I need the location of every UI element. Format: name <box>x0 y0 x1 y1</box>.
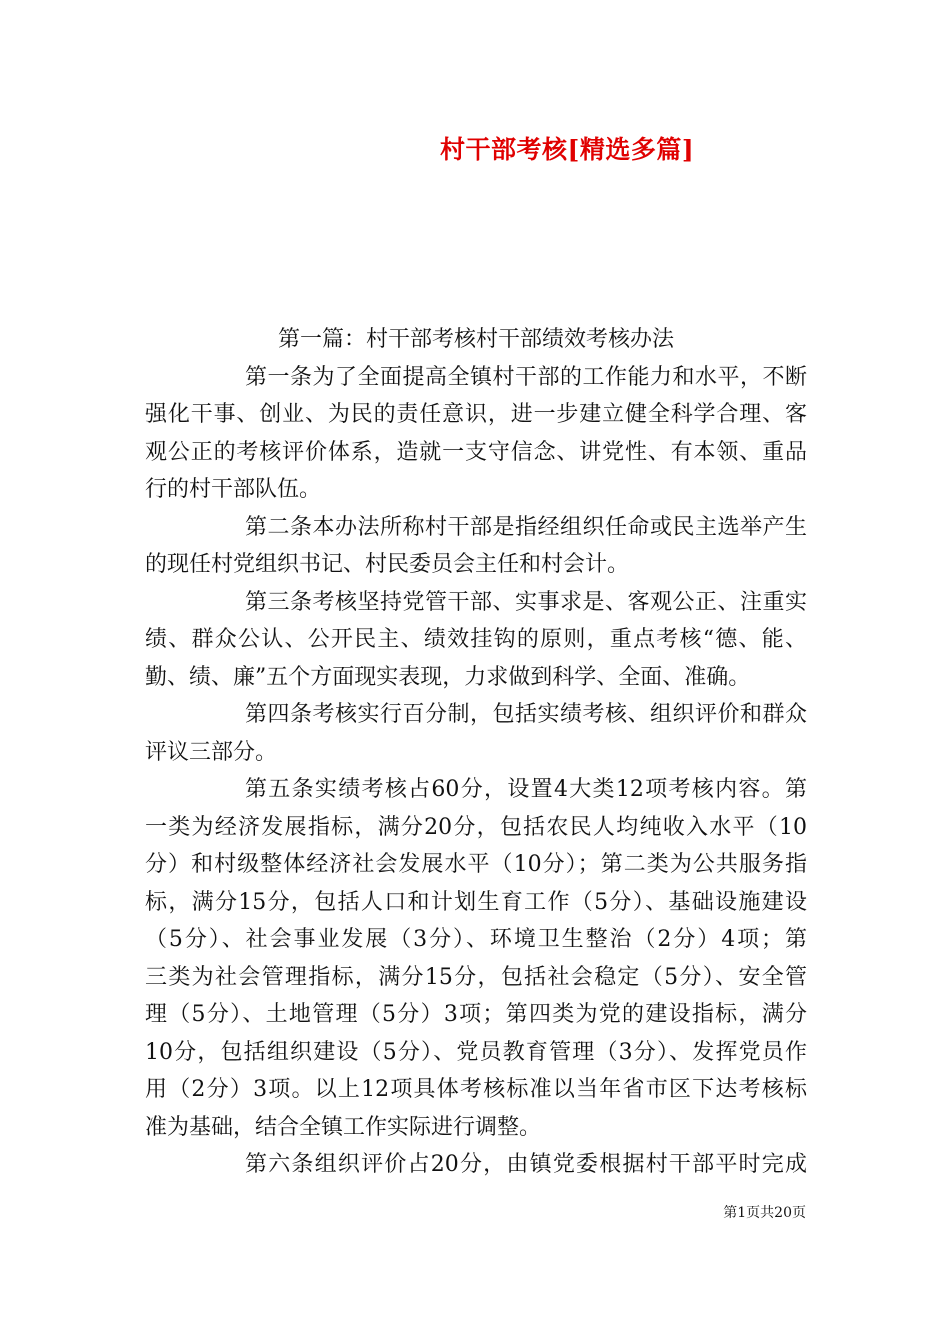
paragraph-line: 第二条本办法所称村干部是指经组织任命或民主选举产生 <box>245 514 807 540</box>
paragraph-line: 标，满分15分，包括人口和计划生育工作（5分）、基础设施建设 <box>145 889 807 915</box>
paragraph-line: 第六条组织评价占20分，由镇党委根据村干部平时完成 <box>245 1152 807 1177</box>
paragraph-line: 评议三部分。 <box>145 739 278 765</box>
paragraph-line: 第五条实绩考核占60分，设置4大类12项考核内容。第 <box>245 777 807 802</box>
section-heading: 第一篇：村干部考核村干部绩效考核办法 <box>278 327 675 352</box>
page-number-footer: 第1页共20页 <box>723 1205 806 1221</box>
paragraph-line: 第三条考核坚持党管干部、实事求是、客观公正、注重实 <box>245 589 807 615</box>
paragraph-line: 理（5分）、土地管理（5分）3项；第四类为党的建设指标，满分 <box>145 1002 807 1027</box>
paragraph-line: 三类为社会管理指标，满分15分，包括社会稳定（5分）、安全管 <box>145 964 807 990</box>
paragraph-line: 10分，包括组织建设（5分）、党员教育管理（3分）、发挥党员作 <box>145 1039 807 1065</box>
paragraph-line: 用（2分）3项。以上12项具体考核标准以当年省市区下达考核标 <box>145 1077 807 1102</box>
paragraph-line: 分）和村级整体经济社会发展水平（10分）；第二类为公共服务指 <box>145 852 807 877</box>
paragraph-line: 第一条为了全面提高全镇村干部的工作能力和水平，不断 <box>245 364 807 390</box>
document-body <box>145 321 807 1184</box>
paragraph-line: 强化干事、创业、为民的责任意识，进一步建立健全科学合理、客 <box>145 402 807 427</box>
paragraph-line: 第四条考核实行百分制，包括实绩考核、组织评价和群众 <box>245 702 807 727</box>
paragraph-line: 的现任村党组织书记、村民委员会主任和村会计。 <box>145 552 630 577</box>
paragraph-line: 行的村干部队伍。 <box>145 477 322 502</box>
paragraph-line: （5分）、社会事业发展（3分）、环境卫生整治（2分）4项；第 <box>145 927 807 952</box>
paragraph-line: 绩、群众公认、公开民主、绩效挂钩的原则，重点考核“德、能、 <box>145 627 807 652</box>
paragraph-line: 勤、绩、廉”五个方面现实表现，力求做到科学、全面、准确。 <box>145 664 751 690</box>
paragraph-line: 一类为经济发展指标，满分20分，包括农民人均纯收入水平（10 <box>145 814 807 840</box>
document-title: 村干部考核[精选多篇] <box>440 135 695 164</box>
paragraph-line: 准为基础，结合全镇工作实际进行调整。 <box>145 1114 542 1140</box>
paragraph-line: 观公正的考核评价体系，造就一支守信念、讲党性、有本领、重品 <box>145 439 807 465</box>
